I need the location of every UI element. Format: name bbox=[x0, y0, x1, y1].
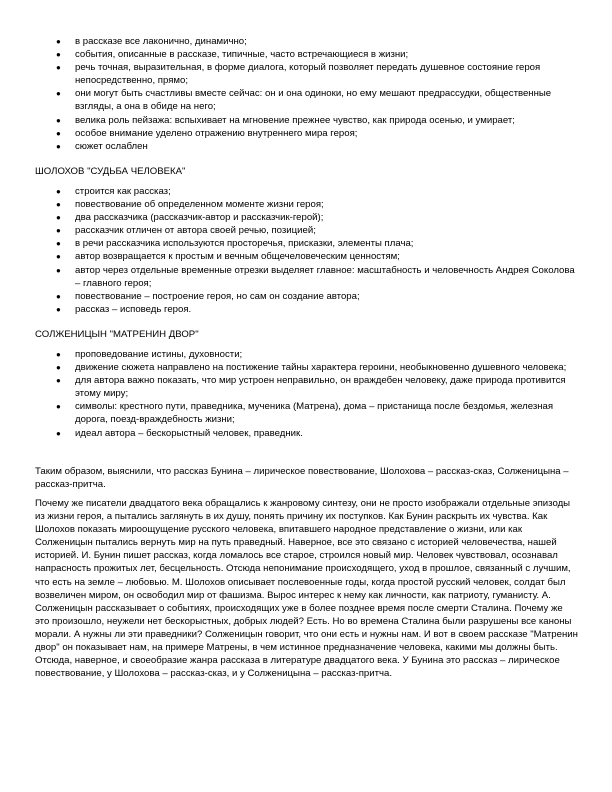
list-item-text: велика роль пейзажа: вспыхивает на мгновение прежнее чувство, как природа осенью, и умирает; bbox=[75, 114, 515, 126]
list-item-text: особое внимание уделено отражению внутреннего мира героя; bbox=[75, 127, 358, 139]
list-item bbox=[56, 61, 576, 87]
bullet-icon: ● bbox=[56, 187, 61, 196]
list-item-text: автор через отдельные временные отрезки выделяет главное: масштабность и человечность Андрея Соколова – главного героя; bbox=[75, 264, 575, 289]
section-heading-sholokhov: ШОЛОХОВ "СУДЬБА ЧЕЛОВЕКА" bbox=[35, 166, 186, 177]
list-item-text: повествование – построение героя, но сам он создание автора; bbox=[75, 290, 360, 302]
list-item bbox=[56, 264, 576, 290]
bullet-icon: ● bbox=[56, 428, 61, 438]
bullet-icon: ● bbox=[56, 115, 61, 125]
list-item-text: в речи рассказчика используются просторечья, присказки, элементы плача; bbox=[75, 238, 414, 250]
bullet-icon: ● bbox=[56, 141, 61, 151]
bullet-icon: ● bbox=[56, 128, 61, 138]
list-item-text: символы: крестного пути, праведника, мученика (Матрена), дома – пристанища после бездомья, железная дорога, поезд-враждебность жизни; bbox=[75, 401, 554, 426]
summary-paragraph: Таким образом, выяснили, что рассказ Бунина – лирическое повествование, Шолохова – рассказ-сказ, Солженицына – рассказ-притча. bbox=[35, 466, 569, 491]
list-item bbox=[56, 35, 576, 48]
bullet-icon: ● bbox=[56, 239, 61, 249]
bullet-icon: ● bbox=[56, 402, 61, 412]
bullet-icon: ● bbox=[56, 252, 61, 262]
bullet-icon: ● bbox=[56, 89, 61, 99]
bullet-icon: ● bbox=[56, 265, 61, 275]
list-item-text: в рассказе все лаконично, динамично; bbox=[75, 36, 247, 47]
list-item-text: сюжет ослаблен bbox=[75, 140, 148, 152]
bullet-icon: ● bbox=[56, 37, 61, 46]
list-item bbox=[56, 290, 576, 303]
list-item bbox=[56, 211, 576, 224]
bullet-icon: ● bbox=[56, 291, 61, 301]
list-item-text: идеал автора – бескорыстный человек, праведник. bbox=[75, 427, 303, 439]
list-item-text: речь точная, выразительная, в форме диалога, который позволяет передать душевное состояние героя непосредственно, прямо; bbox=[75, 62, 541, 87]
list-item-text: рассказ – исповедь героя. bbox=[75, 303, 192, 315]
list-item bbox=[56, 303, 576, 316]
list-item bbox=[56, 400, 576, 426]
bullet-icon: ● bbox=[56, 304, 61, 314]
list-item bbox=[56, 198, 576, 211]
bullet-icon: ● bbox=[56, 363, 61, 373]
bullet-icon: ● bbox=[56, 200, 61, 210]
bunin-features-list bbox=[56, 35, 576, 153]
list-item bbox=[56, 348, 576, 361]
list-item bbox=[56, 237, 576, 250]
main-paragraph: Почему же писатели двадцатого века обращались к жанровому синтезу, они не просто изображали отдельные эпизоды из жизни героя, а пытались заглянуть в их душу, понять причину их поступков. Как Бунин раскрыть их чувства. Как Шолохов показать мироощущение русского человека, впитавшего народное представление о жизни, или как Солженицын пытались вернуть мир на путь праведный. Наверное, все это связано с историей человечества, нашей историей. И. Бунин пишет рассказ, когда ломалось все старое, строился новый мир. Человек чувствовал, осознавал напрасность прожитых лет, бесцельность. Отсюда непонимание происходящего, уход в прошлое, связанный с лучшим, что есть на земле – любовью. М. Шолохов описывает послевоенные годы, когда простой русский человек, солдат был возвеличен миром, он освободил мир от фашизма. Вырос интерес к нему как личности, как патриоту, гуманисту. А. Солженицын рассказывает о событиях, происходящих уже в более позднее время после смерти Сталина. Почему же это произошло, неужели нет бескорыстных, добрых людей? Есть. Но во времена Сталина были разрушены все каноны морали. А нужны ли эти праведники? Солженицын говорит, что они есть и нужны нам. И вот в своем рассказе "Матренин двор" он показывает нам, на примере Матрены, в чем истинное предназначение человека, какими мы должны быть. Отсюда, наверное, и своеобразие жанра рассказа в литературе двадцатого века. У Бунина это рассказ – лирическое повествование, у Шолохова – рассказ-сказ, и у Солженицына – рассказ-притча. bbox=[35, 498, 578, 680]
list-item bbox=[56, 87, 576, 113]
list-item bbox=[56, 185, 576, 198]
list-item-text: для автора важно показать, что мир устроен неправильно, он враждебен человеку, даже природа противится этому миру; bbox=[75, 375, 566, 400]
list-item-text: события, описанные в рассказе, типичные, часто встречающиеся в жизни; bbox=[75, 49, 409, 61]
list-item-text: они могут быть счастливы вместе сейчас: он и она одиноки, но ему мешают предрассудки, общественные взгляды, а она в обиде на него; bbox=[75, 88, 552, 113]
solzhenitsyn-features-list bbox=[56, 348, 576, 440]
list-item-text: повествование об определенном моменте жизни героя; bbox=[75, 199, 324, 211]
list-item-text: рассказчик отличен от автора своей речью, позицией; bbox=[75, 225, 316, 237]
list-item-text: проповедование истины, духовности; bbox=[75, 349, 243, 360]
section-heading-solzhenitsyn: СОЛЖЕНИЦЫН "МАТРЕНИН ДВОР" bbox=[35, 329, 199, 340]
bullet-icon: ● bbox=[56, 213, 61, 223]
sholokhov-features-list bbox=[56, 185, 576, 316]
list-item bbox=[56, 140, 576, 153]
list-item bbox=[56, 127, 576, 140]
list-item bbox=[56, 114, 576, 127]
list-item bbox=[56, 374, 576, 400]
list-item bbox=[56, 250, 576, 263]
bullet-icon: ● bbox=[56, 63, 61, 73]
list-item bbox=[56, 361, 576, 374]
list-item bbox=[56, 48, 576, 61]
bullet-icon: ● bbox=[56, 226, 61, 236]
list-item-text: движение сюжета направлено на постижение тайны характера героини, необыкновенно душевного человека; bbox=[75, 362, 567, 374]
bullet-icon: ● bbox=[56, 376, 61, 386]
bullet-icon: ● bbox=[56, 50, 61, 60]
list-item-text: автор возвращается к простым и вечным общечеловеческим ценностям; bbox=[75, 251, 400, 263]
list-item-text: строится как рассказ; bbox=[75, 186, 171, 197]
list-item bbox=[56, 224, 576, 237]
list-item bbox=[56, 427, 576, 440]
bullet-icon: ● bbox=[56, 350, 61, 359]
list-item-text: два рассказчика (рассказчик-автор и рассказчик-герой); bbox=[75, 212, 324, 224]
